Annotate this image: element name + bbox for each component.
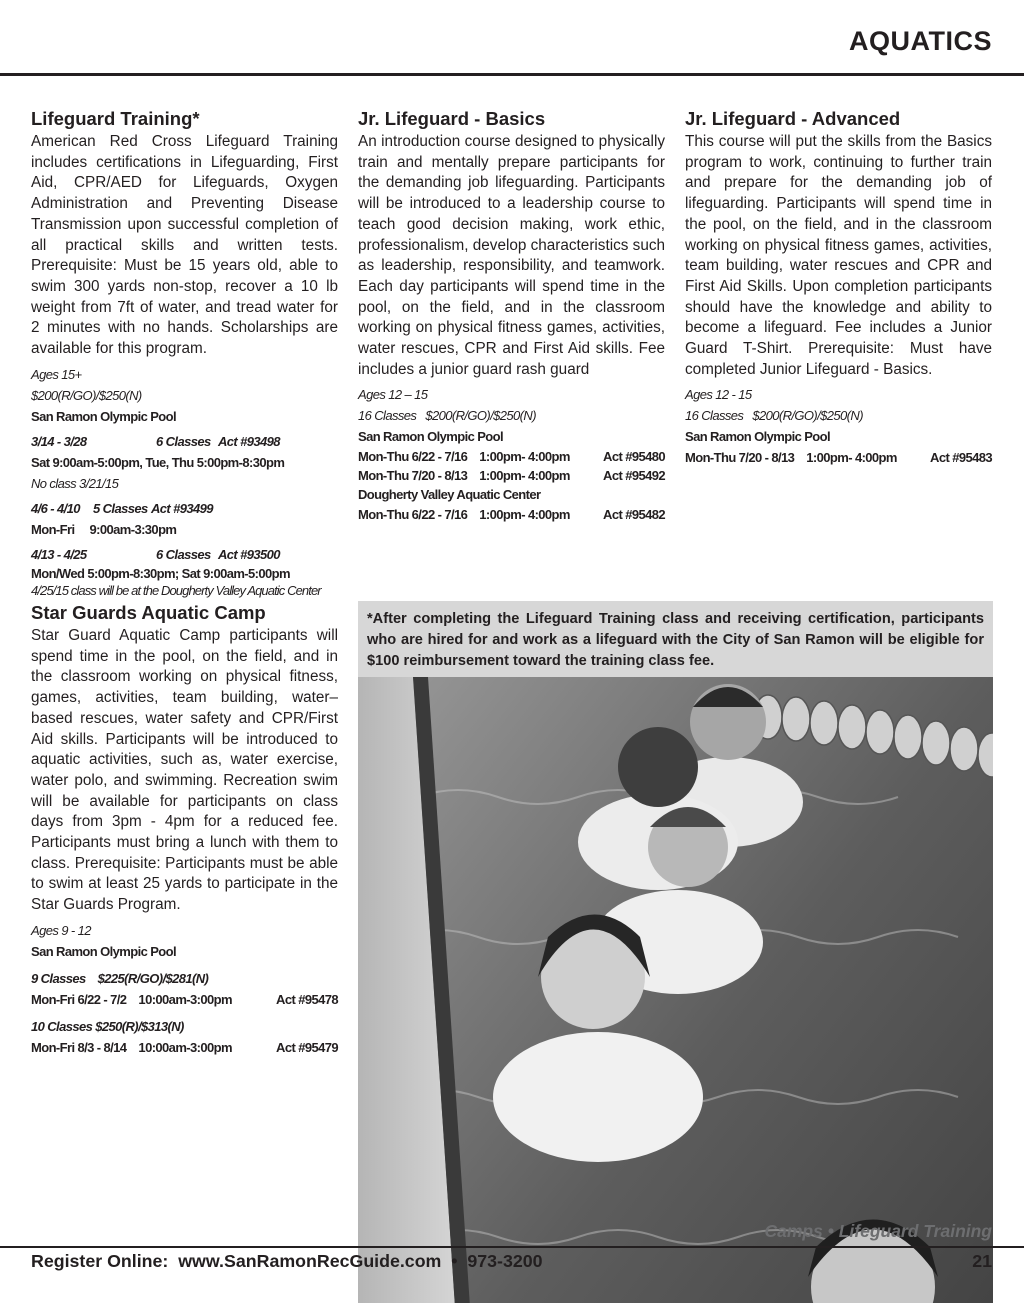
session-time: Mon-Fri 8/3 - 8/14 10:00am-3:00pm — [31, 1039, 232, 1055]
star-guards-section — [31, 601, 338, 1058]
session-time: Mon-Thu 7/20 - 8/13 1:00pm- 4:00pm — [685, 450, 897, 466]
session-row — [358, 505, 665, 524]
session-dates: 3/14 - 3/28 — [31, 433, 87, 449]
page-number: 21 — [972, 1251, 992, 1271]
session-times: Sat 9:00am-5:00pm, Tue, Thu 5:00pm-8:30pm — [31, 454, 285, 470]
session-dates: 4/13 - 4/25 — [31, 546, 87, 562]
session-dates: 4/6 - 4/10 — [31, 500, 80, 516]
session-note: 4/25/15 class will be at the Dougherty Valley Aquatic Center — [31, 582, 321, 598]
jr-lifeguard-basics-section — [358, 107, 665, 524]
location: Dougherty Valley Aquatic Center — [358, 487, 541, 503]
activity-number: Act #95482 — [603, 507, 665, 523]
session-header: 10 Classes $250(R)/$313(N) — [31, 1018, 184, 1034]
location: San Ramon Olympic Pool — [685, 429, 830, 445]
activity-number: Act #95492 — [603, 468, 665, 484]
session-time: Mon-Thu 6/22 - 7/16 1:00pm- 4:00pm — [358, 449, 570, 465]
header-rule — [0, 73, 1024, 76]
session-row — [31, 1037, 338, 1058]
location: San Ramon Olympic Pool — [31, 943, 176, 959]
activity-number: Act #95483 — [930, 450, 992, 466]
jr-lifeguard-advanced-title: Jr. Lifeguard - Advanced — [685, 108, 901, 129]
photo-swimmers-in-pool — [358, 677, 993, 1303]
session-header — [31, 544, 338, 565]
lifeguard-training-description: American Red Cross Lifeguard Training includes certifications in Lifeguarding, First Aid, CPR/AED for Lifeguards, Oxygen Administration and Preventing Disease Transmission upon successful completion of all practical skills and written tests. Prerequisite: Must be 15 years old, able to swim 300 yards non-stop, recover a 10 lb weight from 7ft of water, and tread water for 2 minutes with no hands. Scholarships are available for this program. — [31, 133, 338, 358]
session-time: Mon-Thu 7/20 - 8/13 1:00pm- 4:00pm — [358, 468, 570, 484]
session-classes: 6 Classes — [156, 433, 211, 449]
footer-rule — [0, 1246, 1024, 1248]
ages: Ages 15+ — [31, 366, 82, 382]
session-header: 9 Classes $225(R/GO)/$281(N) — [31, 970, 209, 986]
lifeguard-training-title: Lifeguard Training* — [31, 108, 200, 129]
jr-lifeguard-advanced-description: This course will put the skills from the Basics program to work, continuing to further train and prepare for the demanding job of lifeguarding. Participants will spend time in the pool, on the field, and in the classroom working on physical fitness games, activities, team building, water rescues and CPR and First Aid Skills. Upon completion participants should have the knowledge and ability to become a lifeguard. Fee includes a Junior Guard T-Shirt. Prerequisite: Must have completed Junior Lifeguard - Basics. — [685, 133, 992, 378]
ages: Ages 9 - 12 — [31, 922, 91, 938]
pool-photo-illustration — [358, 677, 993, 1303]
fee: 16 Classes $200(R/GO)/$250(N) — [685, 408, 863, 424]
ages: Ages 12 - 15 — [685, 387, 752, 403]
activity-number: Act #93499 — [151, 500, 213, 516]
footer-register-online: Register Online: www.SanRamonRecGuide.com • 973-3200 — [31, 1251, 543, 1271]
session-time: Mon-Thu 6/22 - 7/16 1:00pm- 4:00pm — [358, 507, 570, 523]
activity-number: Act #95478 — [276, 991, 338, 1007]
reimbursement-note: *After completing the Lifeguard Training class and receiving certification, participants who are hired for and work as a lifeguard with the City of San Ramon will be eligible for $100 reimbursement toward the training class fee. — [358, 601, 993, 677]
fee: $200(R/GO)/$250(N) — [31, 387, 142, 403]
session-row — [31, 989, 338, 1010]
session-row — [358, 447, 665, 466]
star-guards-title: Star Guards Aquatic Camp — [31, 602, 266, 623]
session-header — [31, 431, 338, 452]
session-times: Mon/Wed 5:00pm-8:30pm; Sat 9:00am-5:00pm — [31, 565, 290, 581]
ages: Ages 12 – 15 — [358, 387, 428, 403]
session-row — [685, 447, 992, 468]
fee: 16 Classes $200(R/GO)/$250(N) — [358, 408, 536, 424]
activity-number: Act #93498 — [218, 433, 280, 449]
activity-number: Act #95479 — [276, 1039, 338, 1055]
session-row — [358, 466, 665, 485]
location: San Ramon Olympic Pool — [31, 408, 176, 424]
session-classes: 5 Classes — [93, 500, 148, 516]
session-header — [31, 498, 338, 519]
session-note: No class 3/21/15 — [31, 475, 119, 491]
session-classes: 6 Classes — [156, 546, 211, 562]
lifeguard-training-section — [31, 107, 338, 599]
session-times: Mon-Fri 9:00am-3:30pm — [31, 521, 177, 537]
jr-lifeguard-advanced-section — [685, 107, 992, 468]
jr-lifeguard-basics-description: An introduction course designed to physically train and mentally prepare participants for the demanding job lifeguarding. Participants will be introduced to a leadership course to teach good decision making, work ethic, professionalism, develop characteristics such as leadership, responsibility, and teamwork. Each day participants will spend time in the pool, on the field, and in the classroom working on physical fitness games, activities, water rescues, CPR and First Aid skills. Fee includes a junior guard rash guard — [358, 133, 665, 378]
location: San Ramon Olympic Pool — [358, 429, 503, 445]
section-title: AQUATICS — [849, 26, 992, 56]
section-tagline: Camps • Lifeguard Training — [764, 1221, 992, 1241]
session-time: Mon-Fri 6/22 - 7/2 10:00am-3:00pm — [31, 991, 232, 1007]
activity-number: Act #95480 — [603, 449, 665, 465]
jr-lifeguard-basics-title: Jr. Lifeguard - Basics — [358, 108, 546, 129]
activity-number: Act #93500 — [218, 546, 280, 562]
star-guards-description: Star Guard Aquatic Camp participants will spend time in the pool, on the field, and in the classroom working on physical fitness, games, activities, team building, water–based rescues, water safety and CPR/First Aid skills. Participants will be introduced to aquatic activities, such as, water exercise, water polo, and swimming. Recreation swim will be available for participants on class days from 3pm - 4pm for a reduced fee. Participants must bring a lunch with them to class. Prerequisite: Participants must be able to swim at least 25 yards to participate in the Star Guards Program. — [31, 627, 338, 914]
